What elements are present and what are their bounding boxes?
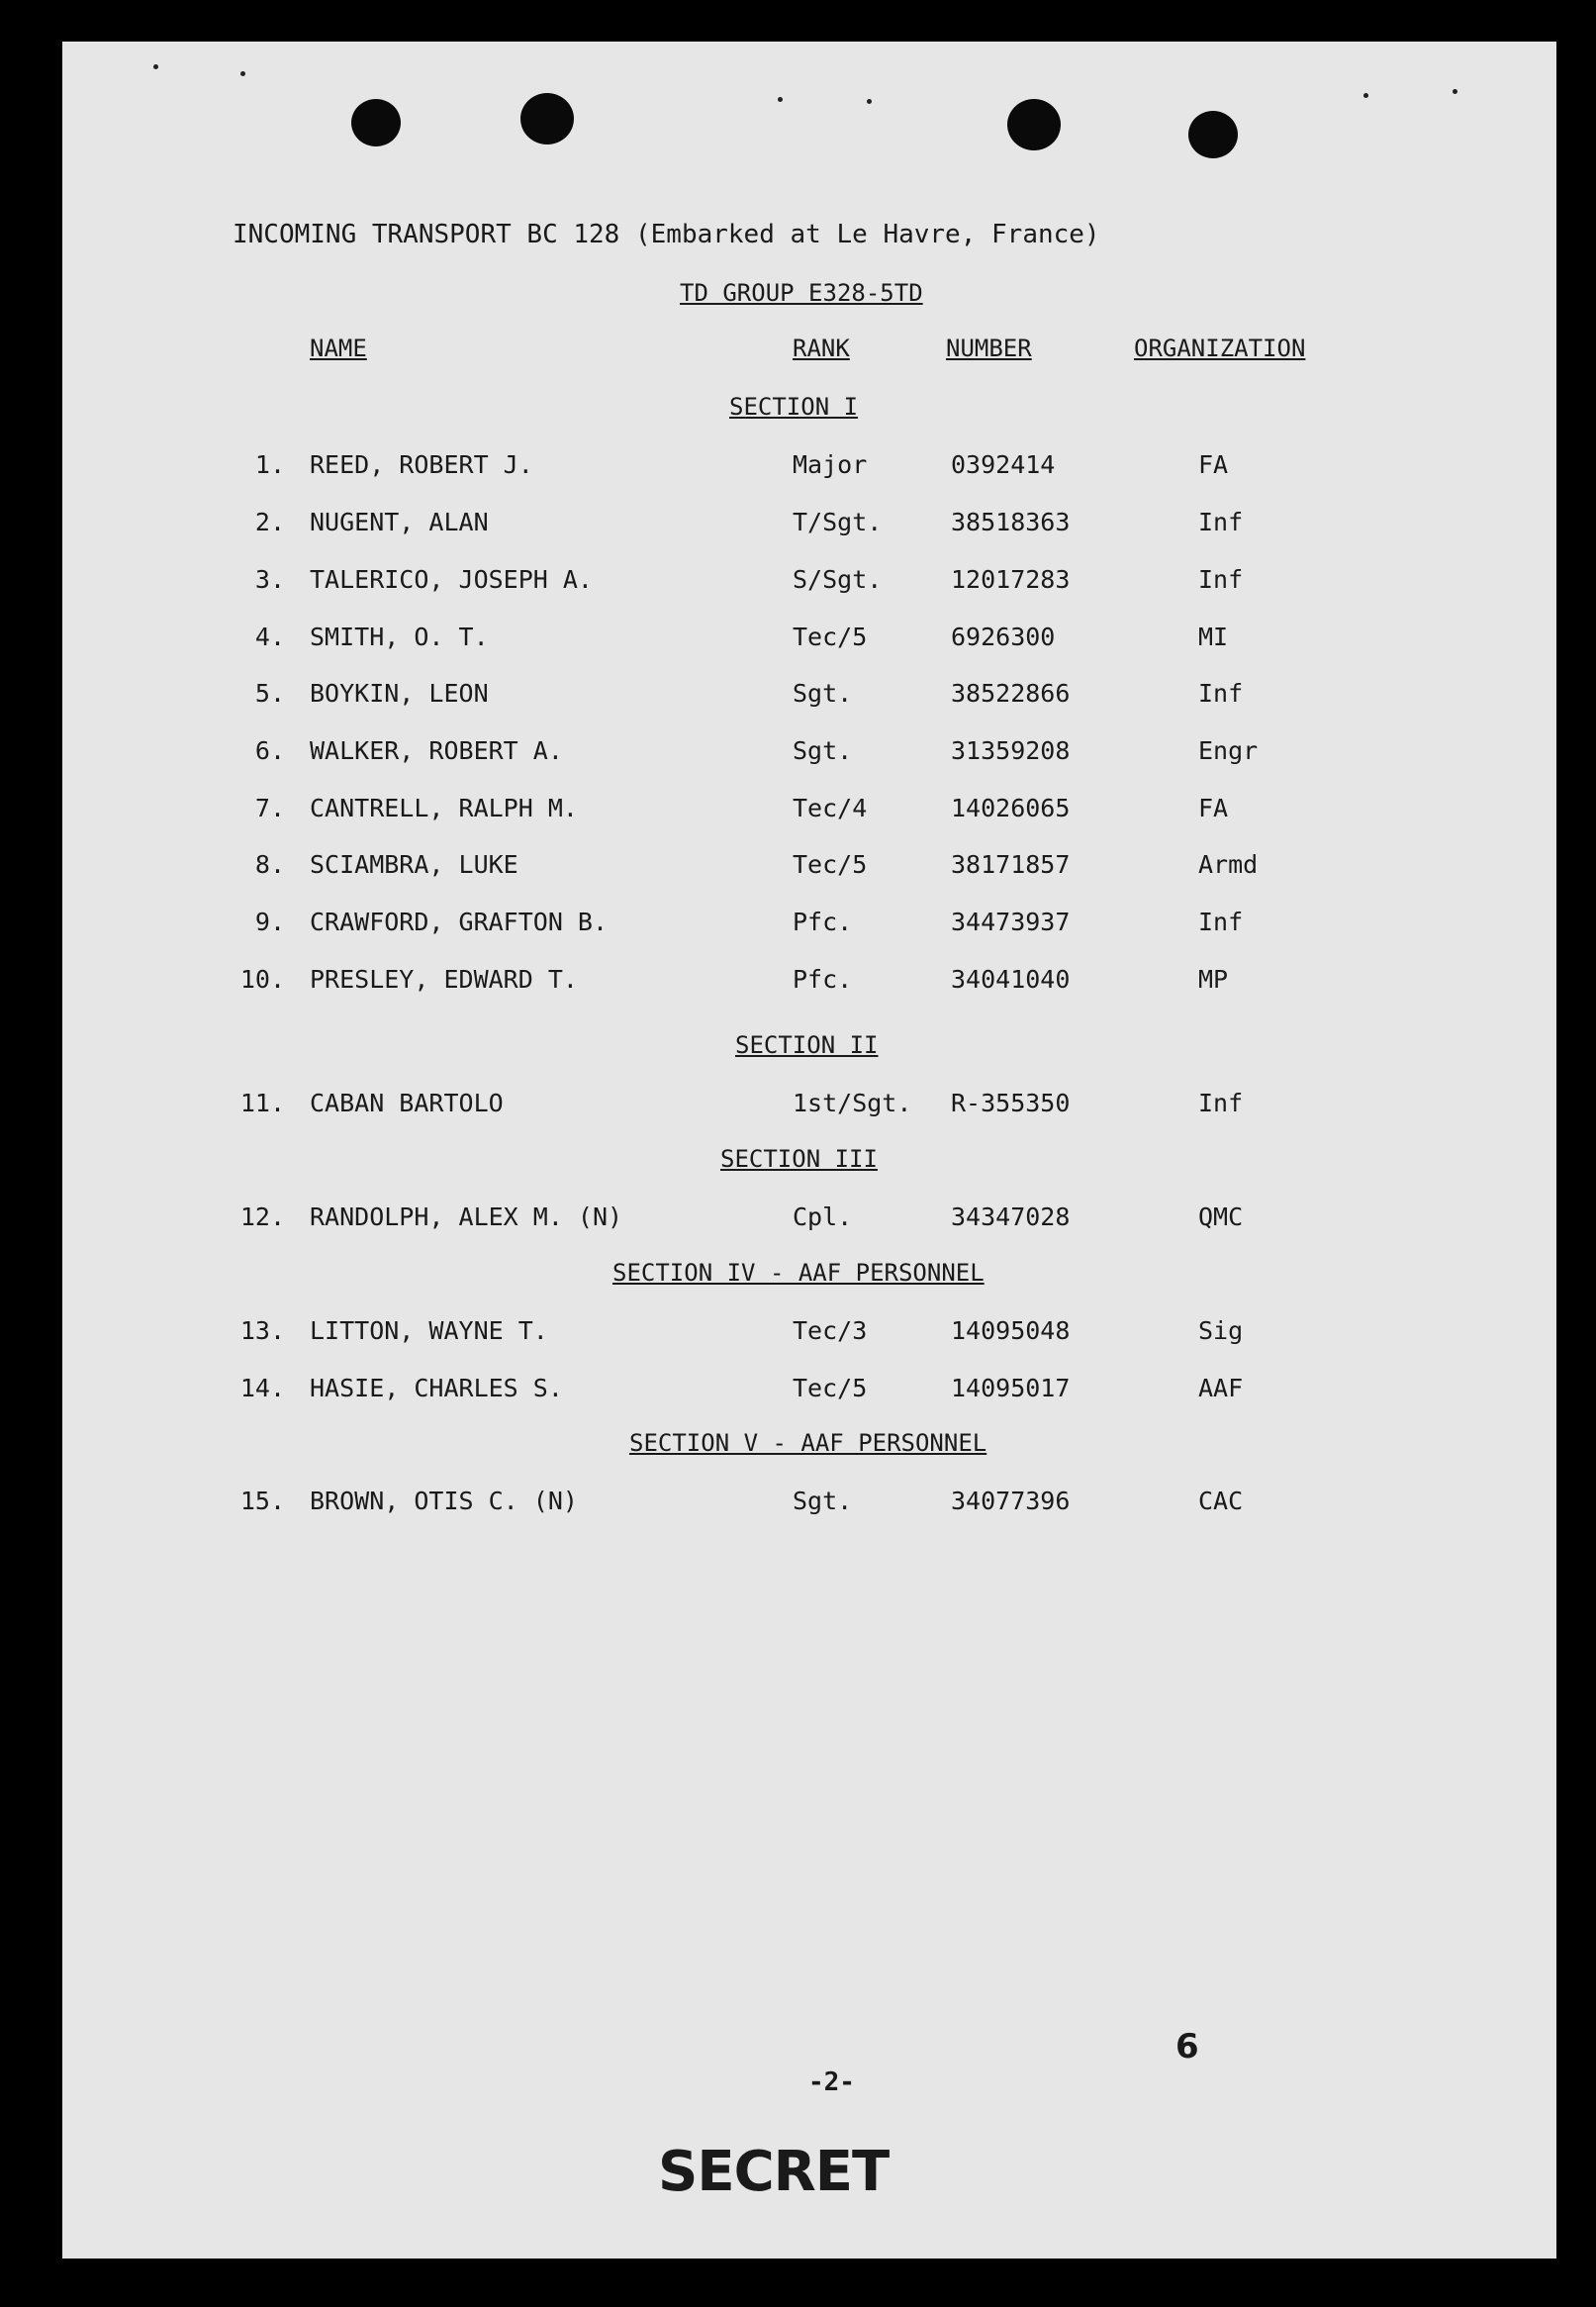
roster-row bbox=[62, 1487, 1556, 1526]
punch-hole bbox=[1188, 111, 1238, 158]
roster-row bbox=[62, 565, 1556, 605]
row-index: 10. bbox=[239, 965, 285, 994]
soldier-rank: Tec/5 bbox=[793, 850, 868, 879]
speck bbox=[153, 64, 158, 69]
roster-row bbox=[62, 1202, 1556, 1242]
speck bbox=[867, 99, 872, 104]
column-header-organization: ORGANIZATION bbox=[1134, 335, 1306, 362]
section-heading: SECTION III bbox=[720, 1145, 878, 1173]
organization: Sig bbox=[1198, 1316, 1244, 1345]
organization: Inf bbox=[1198, 565, 1244, 594]
row-index: 14. bbox=[239, 1374, 285, 1402]
organization: Armd bbox=[1198, 850, 1259, 879]
soldier-name: NUGENT, ALAN bbox=[310, 508, 489, 536]
organization: FA bbox=[1198, 450, 1229, 479]
column-header-name: NAME bbox=[310, 335, 367, 362]
organization: CAC bbox=[1198, 1487, 1244, 1515]
row-index: 7. bbox=[254, 794, 285, 822]
section-heading: SECTION IV - AAF PERSONNEL bbox=[612, 1259, 985, 1287]
row-index: 2. bbox=[254, 508, 285, 536]
service-number: 14095017 bbox=[951, 1374, 1071, 1402]
organization: Engr bbox=[1198, 736, 1259, 765]
service-number: 34473937 bbox=[951, 908, 1071, 936]
service-number: 38522866 bbox=[951, 679, 1071, 708]
column-header-number: NUMBER bbox=[946, 335, 1032, 362]
service-number: 38171857 bbox=[951, 850, 1071, 879]
soldier-name: SMITH, O. T. bbox=[310, 623, 489, 651]
row-index: 12. bbox=[239, 1202, 285, 1231]
service-number: 14095048 bbox=[951, 1316, 1071, 1345]
organization: Inf bbox=[1198, 908, 1244, 936]
soldier-name: SCIAMBRA, LUKE bbox=[310, 850, 518, 879]
stamp-number: 6 bbox=[1175, 2027, 1199, 2067]
soldier-rank: Sgt. bbox=[793, 1487, 853, 1515]
soldier-name: BROWN, OTIS C. (N) bbox=[310, 1487, 578, 1515]
soldier-rank: Cpl. bbox=[793, 1202, 853, 1231]
row-index: 6. bbox=[254, 736, 285, 765]
roster-row bbox=[62, 965, 1556, 1005]
soldier-name: RANDOLPH, ALEX M. (N) bbox=[310, 1202, 623, 1231]
section-heading: SECTION I bbox=[729, 393, 859, 421]
soldier-rank: Tec/5 bbox=[793, 1374, 868, 1402]
soldier-rank: Tec/5 bbox=[793, 623, 868, 651]
speck bbox=[1453, 89, 1457, 94]
document-page bbox=[62, 42, 1556, 2259]
soldier-name: REED, ROBERT J. bbox=[310, 450, 533, 479]
soldier-name: CRAWFORD, GRAFTON B. bbox=[310, 908, 609, 936]
organization: AAF bbox=[1198, 1374, 1244, 1402]
service-number: 0392414 bbox=[951, 450, 1056, 479]
row-index: 11. bbox=[239, 1089, 285, 1117]
service-number: 34347028 bbox=[951, 1202, 1071, 1231]
roster-row bbox=[62, 850, 1556, 890]
roster-row bbox=[62, 450, 1556, 490]
group-title: TD GROUP E328-5TD bbox=[680, 279, 923, 307]
soldier-name: CANTRELL, RALPH M. bbox=[310, 794, 578, 822]
organization: Inf bbox=[1198, 679, 1244, 708]
punch-hole bbox=[351, 99, 401, 146]
soldier-name: TALERICO, JOSEPH A. bbox=[310, 565, 593, 594]
soldier-name: CABAN BARTOLO bbox=[310, 1089, 504, 1117]
soldier-rank: Pfc. bbox=[793, 965, 853, 994]
organization: MI bbox=[1198, 623, 1229, 651]
service-number: 6926300 bbox=[951, 623, 1056, 651]
roster-row bbox=[62, 1089, 1556, 1128]
service-number: 38518363 bbox=[951, 508, 1071, 536]
service-number: 31359208 bbox=[951, 736, 1071, 765]
soldier-rank: Pfc. bbox=[793, 908, 853, 936]
row-index: 5. bbox=[254, 679, 285, 708]
roster-row bbox=[62, 794, 1556, 833]
roster-row bbox=[62, 908, 1556, 947]
row-index: 9. bbox=[254, 908, 285, 936]
service-number: 12017283 bbox=[951, 565, 1071, 594]
speck bbox=[778, 97, 783, 102]
roster-row bbox=[62, 508, 1556, 547]
soldier-rank: Major bbox=[793, 450, 868, 479]
section-heading: SECTION II bbox=[735, 1031, 879, 1059]
service-number: 14026065 bbox=[951, 794, 1071, 822]
organization: Inf bbox=[1198, 508, 1244, 536]
organization: QMC bbox=[1198, 1202, 1244, 1231]
row-index: 3. bbox=[254, 565, 285, 594]
transport-header: INCOMING TRANSPORT BC 128 (Embarked at Le Havre, France) bbox=[233, 220, 1100, 249]
roster-row bbox=[62, 1374, 1556, 1413]
speck bbox=[1363, 93, 1368, 98]
punch-hole bbox=[1007, 99, 1061, 150]
row-index: 1. bbox=[254, 450, 285, 479]
row-index: 8. bbox=[254, 850, 285, 879]
soldier-name: PRESLEY, EDWARD T. bbox=[310, 965, 578, 994]
roster-row bbox=[62, 736, 1556, 776]
page-number: -2- bbox=[808, 2067, 855, 2097]
soldier-rank: Sgt. bbox=[793, 679, 853, 708]
soldier-rank: T/Sgt. bbox=[793, 508, 883, 536]
soldier-rank: Tec/4 bbox=[793, 794, 868, 822]
soldier-rank: S/Sgt. bbox=[793, 565, 883, 594]
organization: Inf bbox=[1198, 1089, 1244, 1117]
soldier-name: WALKER, ROBERT A. bbox=[310, 736, 563, 765]
column-header-rank: RANK bbox=[793, 335, 850, 362]
organization: FA bbox=[1198, 794, 1229, 822]
soldier-name: LITTON, WAYNE T. bbox=[310, 1316, 548, 1345]
roster-row bbox=[62, 1316, 1556, 1356]
soldier-rank: Tec/3 bbox=[793, 1316, 868, 1345]
row-index: 15. bbox=[239, 1487, 285, 1515]
service-number: 34077396 bbox=[951, 1487, 1071, 1515]
section-heading: SECTION V - AAF PERSONNEL bbox=[629, 1429, 987, 1457]
row-index: 4. bbox=[254, 623, 285, 651]
soldier-name: BOYKIN, LEON bbox=[310, 679, 489, 708]
soldier-rank: 1st/Sgt. bbox=[793, 1089, 912, 1117]
soldier-rank: Sgt. bbox=[793, 736, 853, 765]
punch-hole bbox=[520, 93, 574, 144]
service-number: 34041040 bbox=[951, 965, 1071, 994]
speck bbox=[240, 71, 245, 76]
roster-row bbox=[62, 623, 1556, 662]
classification-stamp: SECRET bbox=[658, 2140, 890, 2204]
service-number: R-355350 bbox=[951, 1089, 1071, 1117]
roster-row bbox=[62, 679, 1556, 719]
row-index: 13. bbox=[239, 1316, 285, 1345]
soldier-name: HASIE, CHARLES S. bbox=[310, 1374, 563, 1402]
organization: MP bbox=[1198, 965, 1229, 994]
